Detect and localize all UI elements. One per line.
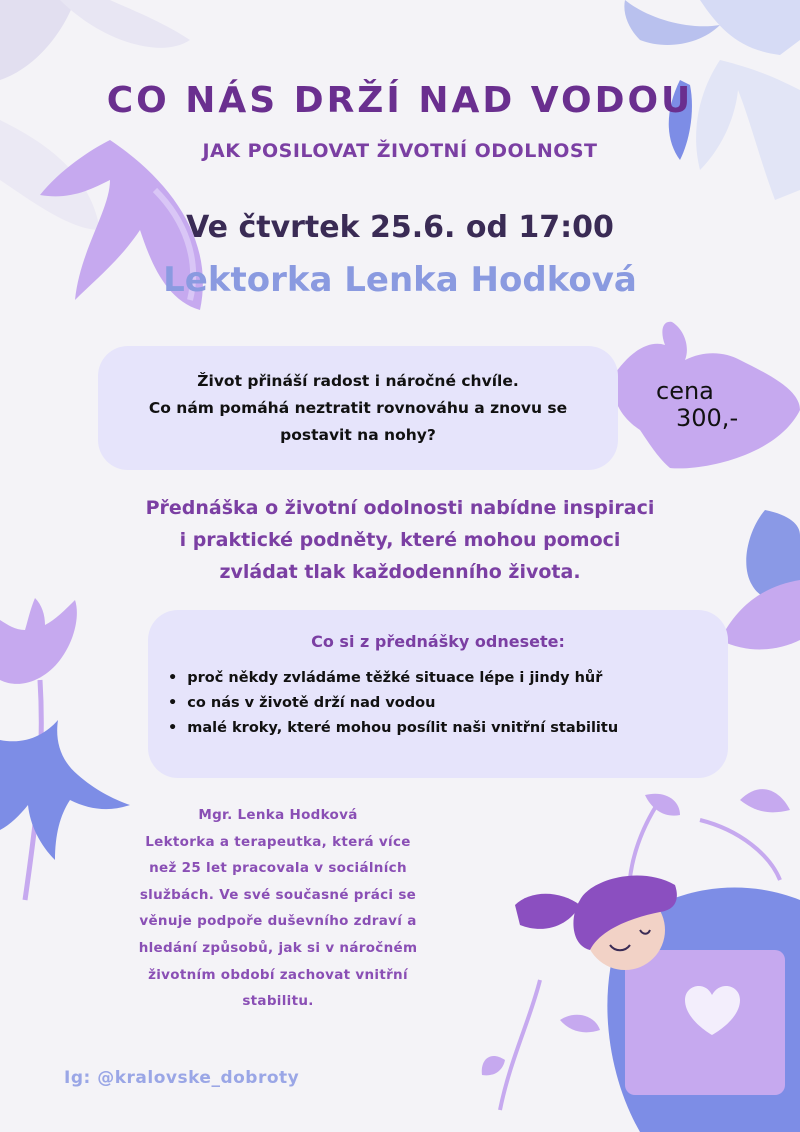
event-title: CO NÁS DRŽÍ NAD VODOU [106, 80, 694, 121]
lecturer-bio [118, 802, 438, 1015]
bio-line: než 25 let pracovala v sociálních [149, 860, 407, 877]
bio-line: Lektorka a terapeutka, která více [145, 833, 411, 850]
takeaways-list [168, 666, 618, 741]
question-line-1: Život přináší radost i náročné chvíle. [197, 372, 519, 390]
bio-line: stabilitu. [242, 993, 314, 1010]
bio-line: službách. Ve své současné práci se [139, 886, 417, 903]
list-item: • proč někdy zvládáme těžké situace lépe i jindy hůř [168, 666, 618, 691]
price-tag [650, 378, 760, 432]
question-card [98, 346, 618, 470]
price-value: 300,- [676, 404, 739, 432]
lecturer-name: Lektorka Lenka Hodková [163, 260, 637, 300]
question-text [98, 368, 618, 449]
bio-line: věnuje podpoře duševního zdraví a [139, 913, 417, 930]
takeaways-title: Co si z přednášky odnesete: [311, 632, 565, 651]
price-label: cena [656, 377, 714, 405]
intro-paragraph [60, 492, 740, 588]
list-item: • malé kroky, které mohou posílit naši vnitřní stabilitu [168, 716, 618, 741]
list-item: • co nás v životě drží nad vodou [168, 691, 618, 716]
instagram-handle: Ig: @kralovske_dobroty [64, 1068, 300, 1088]
event-subtitle: JAK POSILOVAT ŽIVOTNÍ ODOLNOST [202, 140, 598, 162]
intro-line-1: Přednáška o životní odolnosti nabídne inspiraci [145, 497, 655, 519]
bio-name: Mgr. Lenka Hodková [198, 807, 358, 823]
intro-line-2: i praktické podněty, které mohou pomoci [179, 529, 621, 551]
bio-line: hledání způsobů, jak si v náročném [138, 939, 418, 956]
bio-line: životním období zachovat vnitřní [148, 966, 408, 983]
question-line-2: Co nám pomáhá neztratit rovnováhu a znovu se [148, 399, 568, 417]
event-date: Ve čtvrtek 25.6. od 17:00 [186, 210, 614, 245]
question-line-3: postavit na nohy? [280, 426, 436, 444]
intro-line-3: zvládat tlak každodenního života. [219, 561, 581, 583]
takeaways-card [148, 610, 728, 778]
